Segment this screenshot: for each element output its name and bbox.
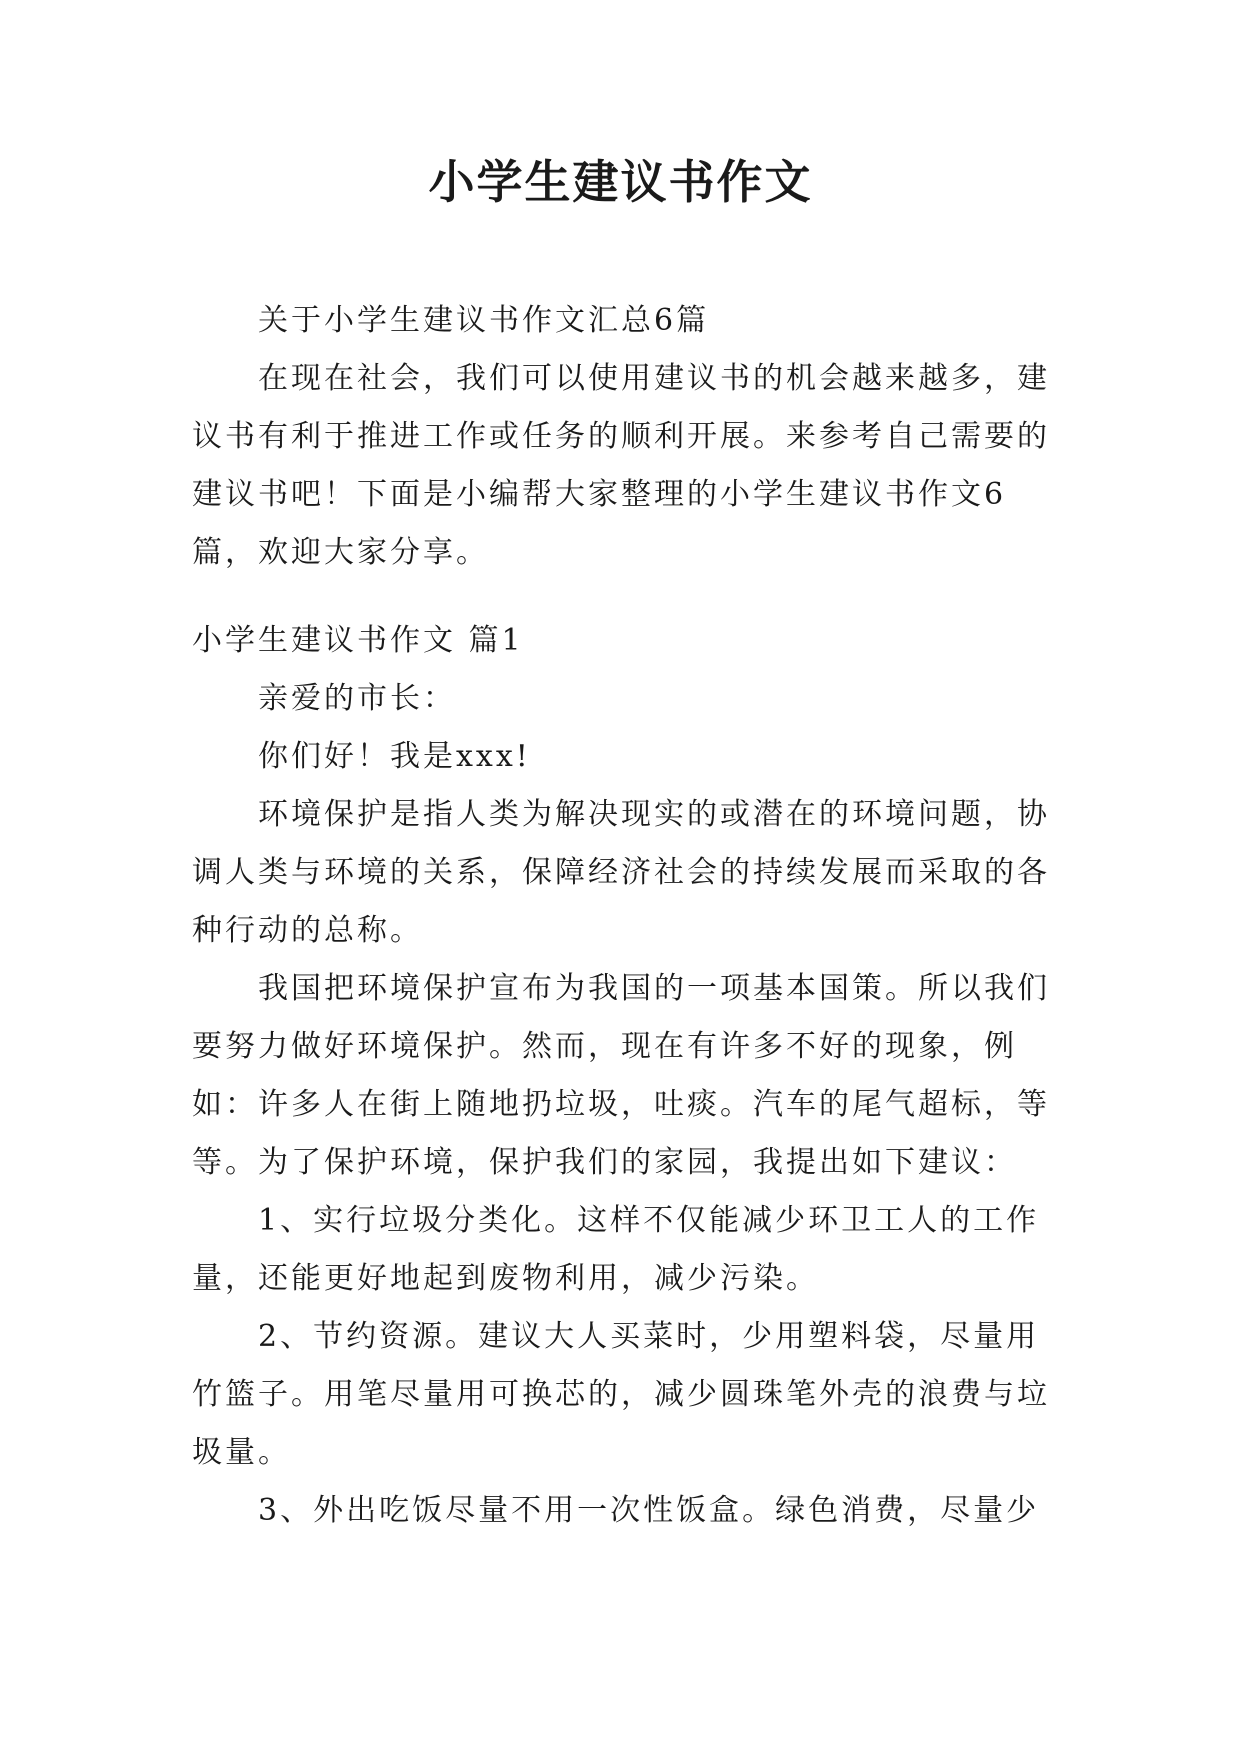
suggestion-item: 1、实行垃圾分类化。这样不仅能减少环卫工人的工作量，还能更好地起到废物利用，减少污染。	[192, 1203, 1040, 1296]
letter-salutation: 亲爱的市长：	[258, 681, 456, 716]
suggestion-item: 3、外出吃饭尽量不用一次性饭盒。绿色消费，尽量少	[258, 1493, 1040, 1528]
letter-greeting: 你们好！我是xxx!	[258, 739, 531, 774]
intro-paragraph: 关于小学生建议书作文汇总6篇	[258, 303, 710, 338]
letter-paragraph: 我国把环境保护宣布为我国的一项基本国策。所以我们要努力做好环境保护。然而，现在有许多不好的现象，例如：许多人在街上随地扔垃圾，吐痰。汽车的尾气超标，等等。为了保护环境，保护我们的家园，我提出如下建议：	[192, 971, 1050, 1180]
document-body	[192, 292, 1072, 1540]
intro-paragraph: 在现在社会，我们可以使用建议书的机会越来越多，建议书有利于推进工作或任务的顺利开展。来参考自己需要的建议书吧！下面是小编帮大家整理的小学生建议书作文6篇，欢迎大家分享。	[192, 361, 1050, 570]
letter-paragraph: 环境保护是指人类为解决现实的或潜在的环境问题，协调人类与环境的关系，保障经济社会的持续发展而采取的各种行动的总称。	[192, 797, 1050, 948]
document-title: 小学生建议书作文	[428, 155, 813, 209]
section-heading: 小学生建议书作文 篇1	[192, 623, 524, 658]
suggestion-item: 2、节约资源。建议大人买菜时，少用塑料袋，尽量用竹篮子。用笔尽量用可换芯的，减少圆珠笔外壳的浪费与垃圾量。	[192, 1319, 1050, 1470]
